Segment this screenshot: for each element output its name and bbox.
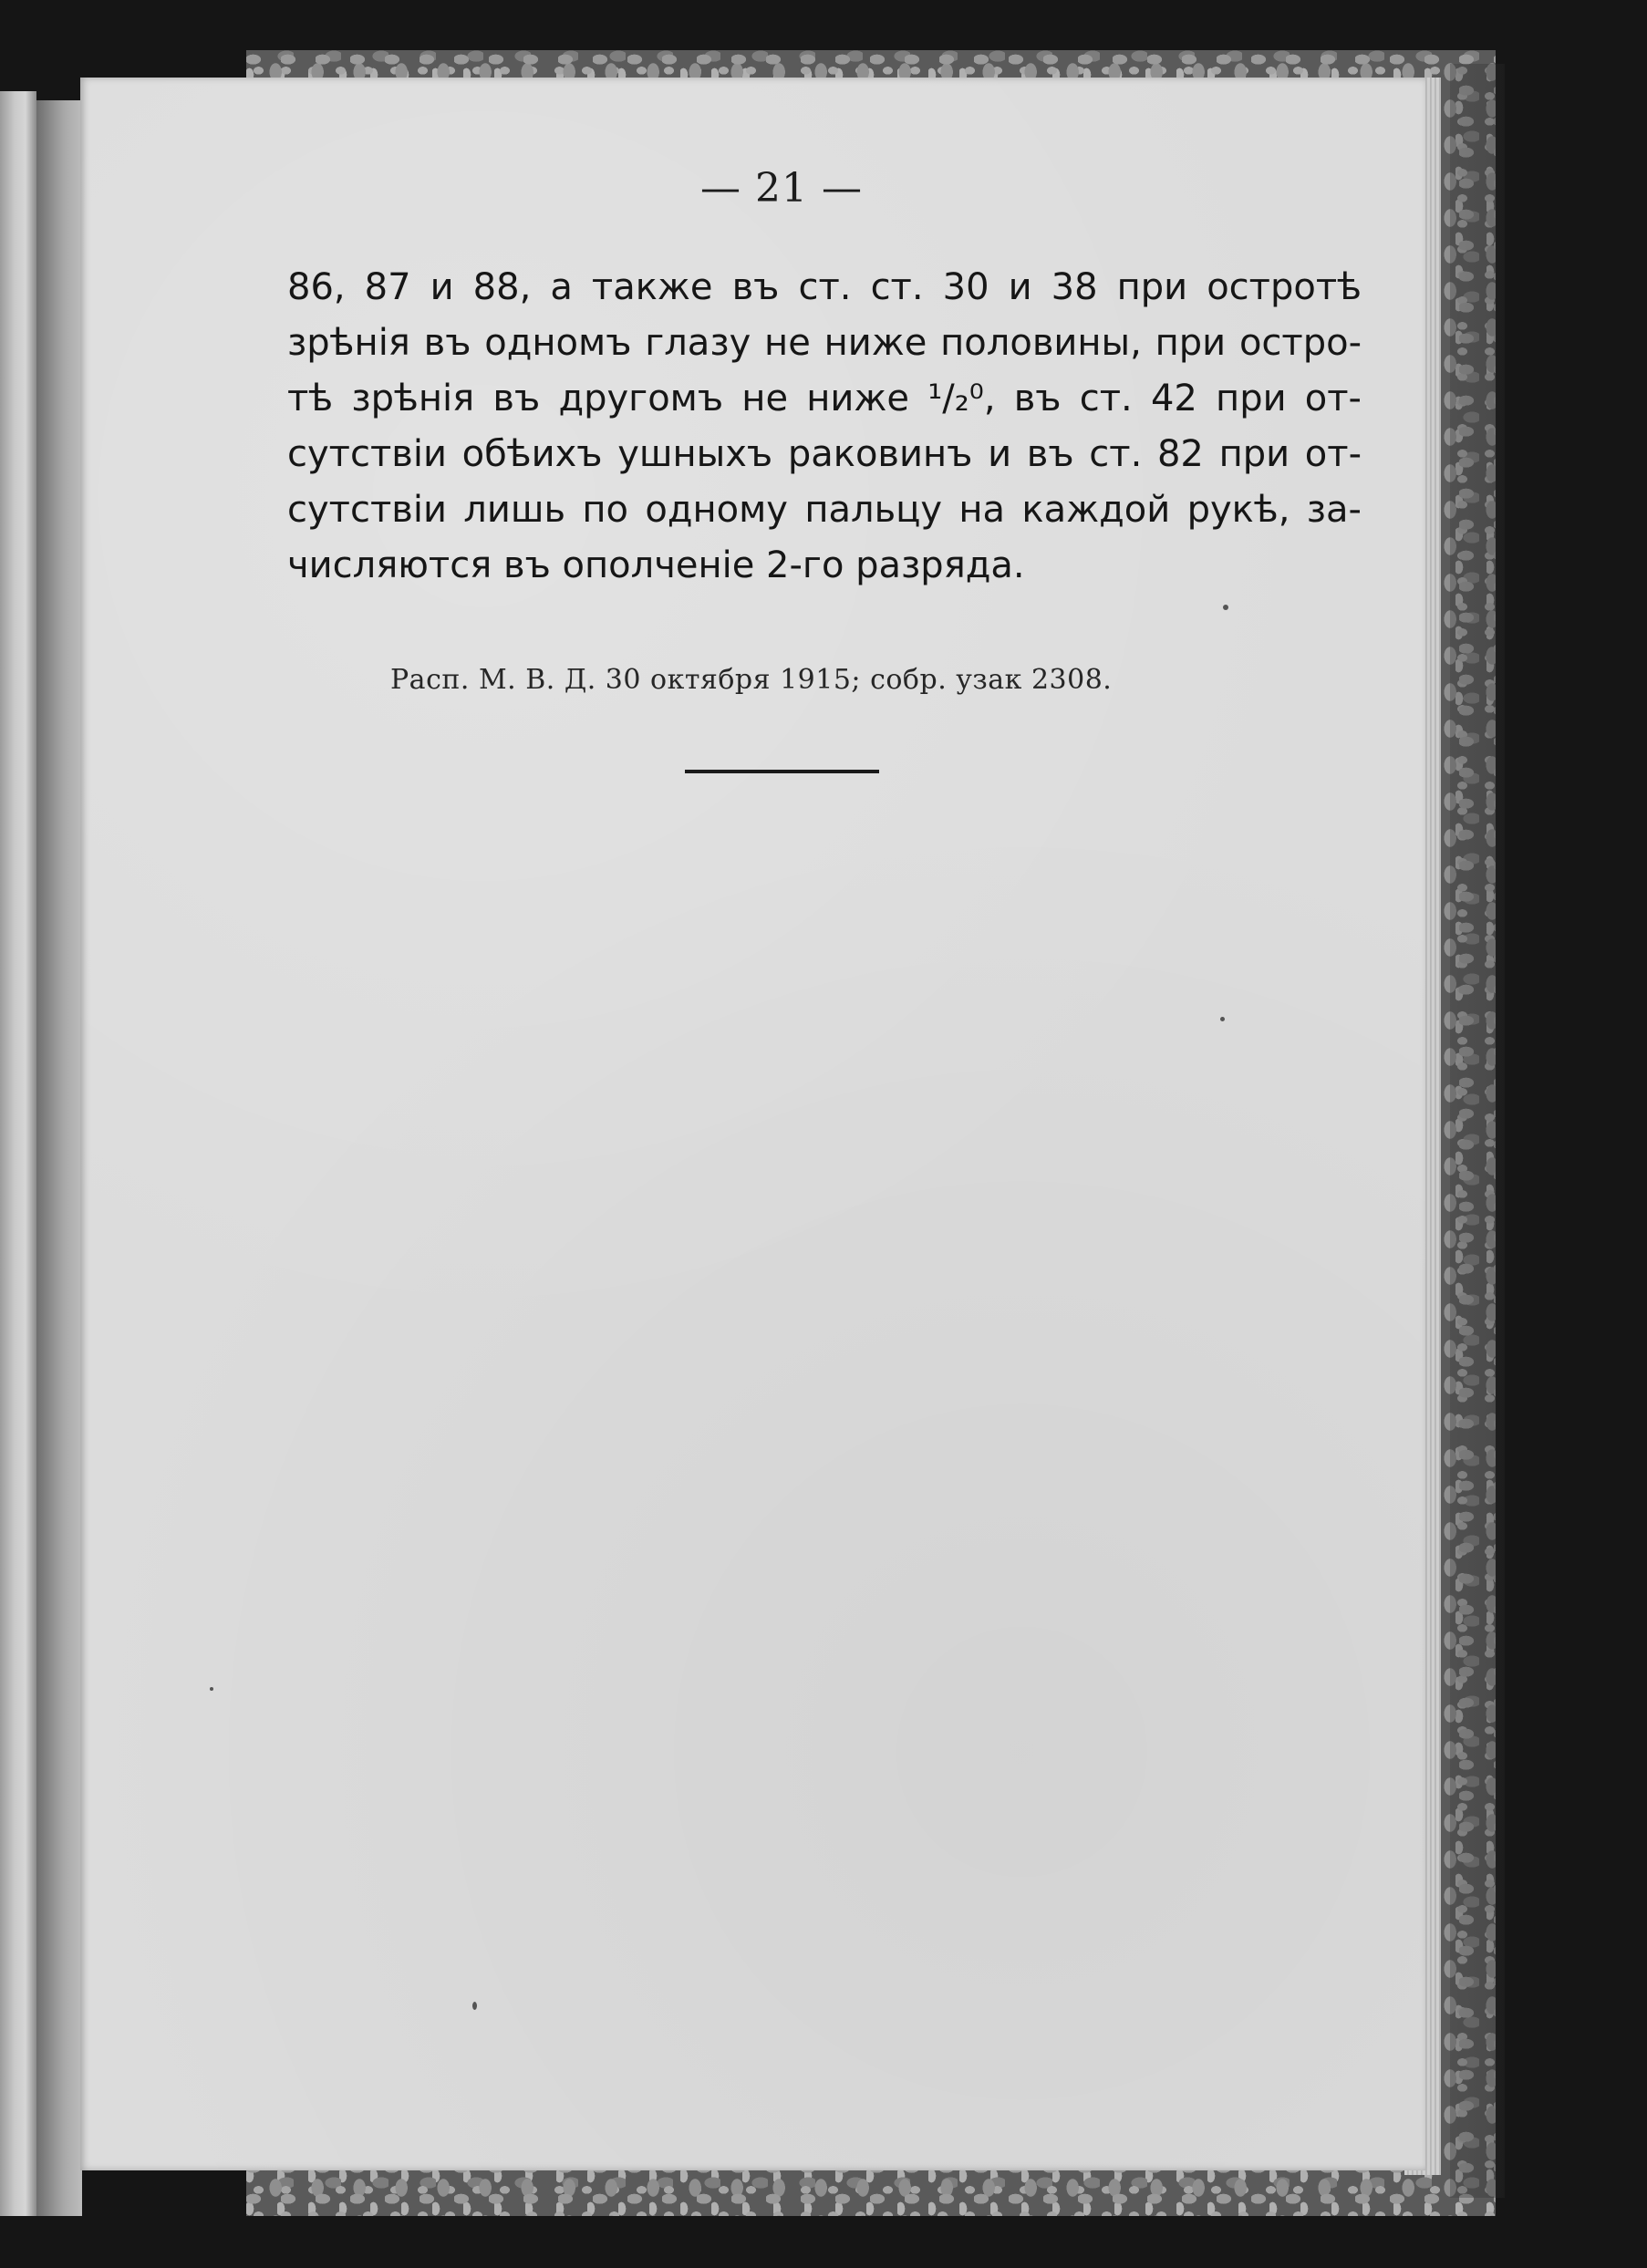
paper-speck <box>210 1687 213 1691</box>
book-page <box>80 78 1425 2170</box>
body-line: числяются въ ополченіе 2-го разряда. <box>287 544 1025 586</box>
previous-page-edge <box>0 91 36 2216</box>
body-paragraph <box>287 260 1362 594</box>
body-line: 86, 87 и 88, а также въ ст. ст. 30 и 38 при остротѣ <box>287 266 1362 308</box>
paper-speck <box>472 2002 477 2010</box>
body-line: сутствіи обѣихъ ушныхъ раковинъ и въ ст. 82 при от- <box>287 433 1362 475</box>
paper-speck <box>1220 1017 1225 1021</box>
paper-speck <box>1223 605 1228 610</box>
body-line: сутствіи лишь по одному пальцу на каждой рукѣ, за- <box>287 489 1362 531</box>
book-gutter <box>36 100 82 2216</box>
page-number: — 21 — <box>700 165 863 212</box>
cover-shadow <box>1450 64 1505 2198</box>
section-end-rule <box>685 770 879 773</box>
body-line: зрѣнія въ одномъ глазу не ниже половины, при остро- <box>287 322 1362 364</box>
source-citation: Расп. М. В. Д. 30 октября 1915; собр. узак 2308. <box>390 664 1113 696</box>
body-line: тѣ зрѣнія въ другомъ не ниже ¹/₂⁰, въ ст. 42 при от- <box>287 378 1362 419</box>
